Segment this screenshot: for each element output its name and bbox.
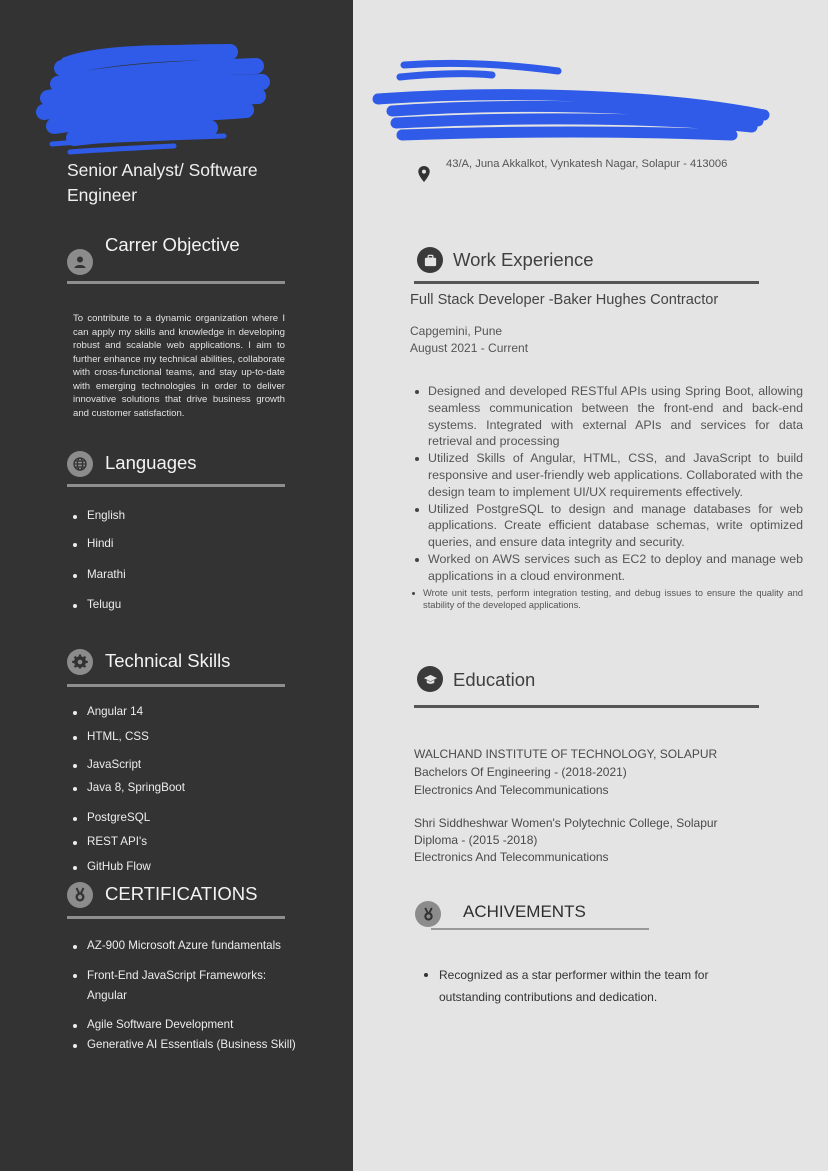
job-period: August 2021 - Current: [410, 341, 529, 355]
gear-icon: [67, 649, 93, 675]
skills-title: Technical Skills: [105, 650, 231, 671]
certification-item: Agile Software Development: [73, 1018, 233, 1031]
objective-text: To contribute to a dynamic organization where I can apply my skills and knowledge in developing robust and scalable web applications. I aim to further enhance my technical abilities, collaborate with cross-functional teams, and stay up-to-date with emerging technologies in order to deliver innovative solutions that drive business growth and customer satisfaction.: [73, 313, 285, 419]
job-title: Senior Analyst/ Software Engineer: [67, 160, 258, 205]
education-field: Electronics And Telecommunications: [414, 783, 609, 798]
education-entry: [414, 745, 734, 800]
work-bullet: Utilized PostgreSQL to design and manage databases for web applications. Create efficient database schemas, write optimized queries, and ensure data integrity and security.: [412, 501, 803, 551]
company: Capgemini, Pune: [410, 324, 503, 338]
work-bullet: Wrote unit tests, perform integration testing, and debug issues to ensure the quality and stability of the developed applications.: [412, 587, 803, 612]
language-item: Telugu: [73, 598, 121, 611]
certifications-divider: [67, 916, 285, 919]
sidebar: [0, 0, 353, 1171]
work-title: Work Experience: [453, 249, 594, 270]
certifications-title: CERTIFICATIONS: [105, 883, 258, 904]
education-degree: Bachelors Of Engineering - (2018-2021): [414, 765, 627, 780]
skills-divider: [67, 684, 285, 687]
medal-icon: [415, 901, 441, 927]
education-entry: [414, 815, 719, 866]
work-bullet: Designed and developed RESTful APIs using Spring Boot, allowing seamless communication between the front-end and back-end systems. Integrated with external APIs and services for data retrieval and processing: [412, 383, 803, 450]
person-icon: [67, 249, 93, 275]
achievements-divider: [431, 928, 649, 930]
achievements-title: ACHIVEMENTS: [463, 902, 586, 921]
graduation-cap-icon: [417, 666, 443, 692]
globe-icon: [67, 451, 93, 477]
education-divider: [414, 705, 759, 708]
skill-item: HTML, CSS: [73, 730, 149, 743]
education-institute: Shri Siddheshwar Women's Polytechnic College, Solapur: [414, 816, 718, 830]
education-degree: Diploma - (2015 -2018): [414, 833, 538, 847]
language-item: Hindi: [73, 537, 113, 550]
languages-divider: [67, 484, 285, 487]
languages-title: Languages: [105, 452, 197, 473]
skill-item: Java 8, SpringBoot: [73, 781, 185, 794]
skill-item: Angular 14: [73, 705, 143, 718]
work-bullets: [412, 383, 803, 612]
skill-item: GitHub Flow: [73, 860, 151, 873]
education-field: Electronics And Telecommunications: [414, 850, 609, 864]
certification-item: Generative AI Essentials (Business Skill): [73, 1038, 296, 1051]
briefcase-icon: [417, 247, 443, 273]
objective-title: Carrer Objective: [105, 234, 240, 255]
language-item: Marathi: [73, 568, 126, 581]
work-bullet: Worked on AWS services such as EC2 to deploy and manage web applications in a cloud environment.: [412, 551, 803, 585]
redacted-name-scribble: [34, 40, 274, 158]
education-institute: WALCHAND INSTITUTE OF TECHNOLOGY, SOLAPUR: [414, 747, 718, 761]
address: 43/A, Juna Akkalkot, Vynkatesh Nagar, Solapur - 413006: [446, 158, 728, 170]
work-divider: [414, 281, 759, 284]
work-bullet: Utilized Skills of Angular, HTML, CSS, and JavaScript to build responsive and user-friendly web applications. Collaborated with the design team to implement UI/UX requirements effectively.: [412, 450, 803, 500]
certification-item: Front-End JavaScript Frameworks: Angular: [73, 966, 293, 1006]
certification-item: AZ-900 Microsoft Azure fundamentals: [73, 939, 281, 952]
medal-icon: [67, 882, 93, 908]
job-role: Full Stack Developer -Baker Hughes Contractor: [410, 292, 719, 308]
location-pin-icon: [418, 166, 430, 182]
education-title: Education: [453, 669, 536, 690]
redacted-contact-scribble: [372, 55, 772, 145]
achievements-list: [424, 965, 764, 1008]
language-item: English: [73, 509, 125, 522]
objective-divider: [67, 281, 285, 284]
skill-item: REST API's: [73, 835, 147, 848]
skill-item: PostgreSQL: [73, 811, 150, 824]
skill-item: JavaScript: [73, 758, 141, 771]
achievement-item: Recognized as a star performer within the team for outstanding contributions and dedication.: [424, 965, 764, 1008]
